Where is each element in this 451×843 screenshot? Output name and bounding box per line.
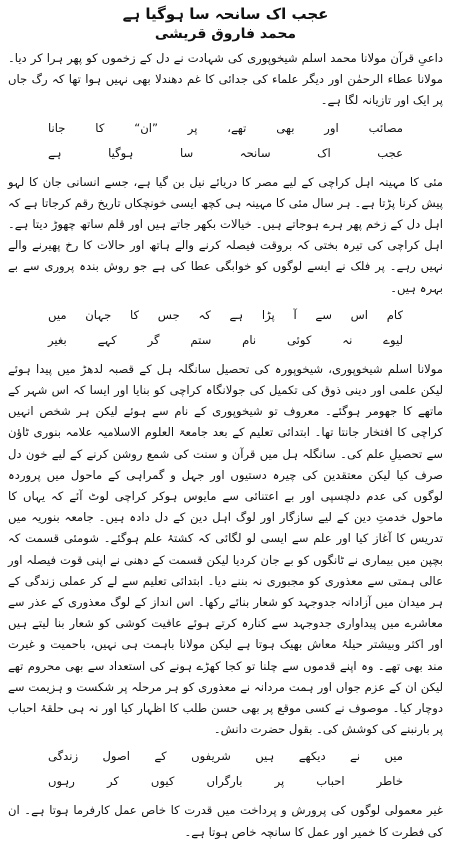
verse-line: مصائب اور بھی تھے، پر ”ان“ کا جانا	[48, 120, 403, 135]
paragraph: مولانا اسلم شیخوپوری، شیخوپورہ کی تحصیل سانگلہ ہل کے قصبہ لدھڑ میں پیدا ہوئے لیکن علمی اور دینی ذوق کی تکمیل کی جولانگاہ کراچی کو بنایا اور ایسا کہ اس شہر کے ماتھے کا جھومر ہوگئے۔ معروف تو شیخوپوری کے نام سے ہوئے لیکن ہر شخص انہیں کراچی کا افتخار جانتا تھا۔ ابتدائی تعلیم کے بعد جامعۃ العلوم الاسلامیہ علامہ بنوری ٹاؤن سے تحصیلِ علم کی۔ سانگلہ ہل میں قرآن و سنت کی شمع روشن کرنے کے لیے خون دل صرف کیا لیکن معتقدین کی چیرہ دستیوں اور جہل و گمراہی کے ماحول میں پروردہ لوگوں کی عدم دلچسپی اور بے اعتنائی سے مایوس ہوکر کراچی لوٹ آئے کہ یہاں کا ماحول خدمتِ دین کے لیے سازگار اور لوگ اہل دین کے دل دادہ ہیں۔ جامعہ بنوریہ میں تدریس کا آغاز کیا اور علم سے ایسی لو لگائی کہ کشتۂ علم ہوگئے۔ شومئی قسمت کہ بچپن میں بیماری نے ٹانگوں کو بے جان کردیا لیکن قسمت کے دھنی نے اپنی قوت فیصلہ اور عالی ہمتی سے معذوری کو مجبوری نہ بننے دیا۔ ابتدائی تعلیم سے لے کر عملی زندگی کے ہر میدان میں آزادانہ جدوجہد کو شعار بنائے رکھا۔ اس انداز کے لوگ معذوری کے عذر سے معاشرے میں پیداواری جدوجہد سے کنارہ کرتے ہوئے عافیت کوشی کو شعار بنا لیتے ہیں اور اکثر وبیشتر حیلۂ معاش بھیک ہوتا ہے لیکن مولانا باہمت ہی نہیں، باحمیت و غیرت مند بھی تھے۔ وہ اپنے قدموں سے چلنا تو کجا کھڑے ہونے کی استعداد سے بھی محروم تھے لیکن ان کے عزم جواں اور ہمت مردانہ نے معذوری کو ہر مرحلہ پر شکست و ہزیمت سے دوچار کیا۔ موصوف نے کسی موقع پر بھی حسن طلب کا اظہار کیا اور نہ ہی حلقۂ احباب پر بارنبنے کی کوشش کی۔ بقول حضرت دانش۔	[8, 361, 443, 737]
verse-couplet	[8, 744, 443, 794]
verse-line: لیوے نہ کوئی نام ستم گر کہے بغیر	[48, 332, 403, 347]
paragraph: مئی کا مہینہ اہل کراچی کے لیے مصر کا دریائے نیل بن گیا ہے، جسے انسانی جان کا لہو پیش کرنا پڑتا ہے۔ ہر سال مئی کا مہینہ ہی کچھ ایسی خونچکاں تاریخ رقم کرجاتا ہے کہ اہل دل کے زخم پھر ہرے ہوجاتے ہیں۔ خیالات بکھر جاتے ہیں اور قلم ساتھ چھوڑ دیتا ہے۔ اہل کراچی کی تیرہ بختی کہ بروقت فیصلہ کرنے والے ہاتھ اور حالات کا رخ پھیرنے والے نہیں رہے۔ پر فلک نے ایسے لوگوں کو خوابگی عطا کی ہے جو روش بندہ پروری سے بے بہرہ ہیں۔	[8, 174, 443, 295]
verse-line: کام اس سے آ پڑا ہے کہ جس کا جہان میں	[48, 307, 403, 322]
verse-couplet	[8, 303, 443, 353]
paragraph: داعیِ قرآن مولانا محمد اسلم شیخوپوری کی شہادت نے دل کے زخموں کو پھر ہرا کر دیا۔ مولانا عطاء الرحمٰن اور دیگر علماء کی جدائی کا غم دھندلا بھی نہیں ہوا تھا کہ رگ جاں پر ایک اور تازیانہ لگا ہے۔	[8, 51, 443, 108]
verse-line: خاطر احباب پر بارگراں کیوں کر رہوں	[48, 774, 403, 789]
verse-couplet	[8, 116, 443, 166]
verse-line: میں نے دیکھے ہیں شریفوں کے اصول زندگی	[48, 749, 403, 764]
article-author: محمد فاروق قریشی	[154, 26, 297, 42]
article-title: عجب اک سانحہ سا ہوگیا ہے	[122, 5, 329, 23]
paragraph: غیر معمولی لوگوں کی پرورش و پرداخت میں قدرت کا خاص عمل کارفرما ہوتا ہے۔ ان کی فطرت کا خمیر اور عمل کا سانچہ خاص ہوتا ہے۔	[8, 803, 443, 839]
verse-line: عجب اک سانحہ سا ہوگیا ہے	[48, 145, 403, 160]
